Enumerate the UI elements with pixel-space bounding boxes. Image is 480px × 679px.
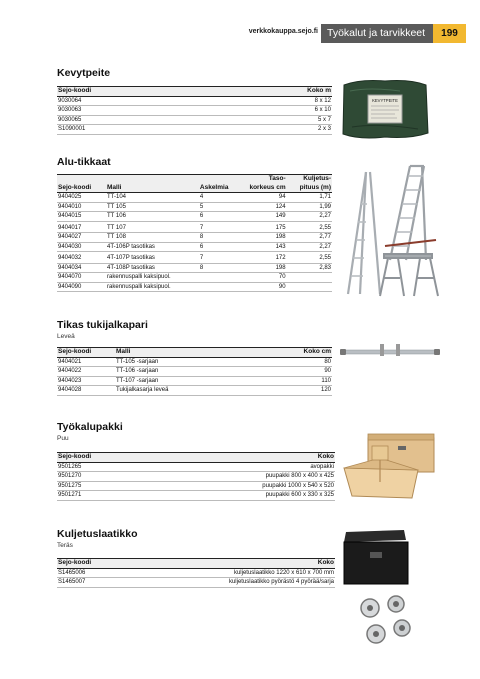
- table-row: [57, 568, 335, 578]
- table-row: [57, 376, 332, 386]
- cell: kuljetuslaatikko pyörästö 4 pyörää/sarja: [126, 578, 335, 588]
- cell: 9404034: [57, 263, 106, 273]
- cell: 2,83: [287, 263, 332, 273]
- cell: 9404017: [57, 221, 106, 233]
- cell: 9404070: [57, 273, 106, 283]
- kuljetus-table: [57, 558, 335, 588]
- cell: 9404032: [57, 252, 106, 264]
- cell: 7: [199, 221, 241, 233]
- cell: [199, 282, 241, 292]
- table-row: [57, 472, 335, 482]
- table-row: [57, 221, 332, 233]
- cell: puupakki 1000 x 540 x 520: [147, 481, 335, 491]
- cell: 8 x 12: [216, 96, 332, 106]
- cell: [199, 273, 241, 283]
- table-row: [57, 202, 332, 212]
- col-header: [287, 175, 332, 193]
- col-header: Sejo-koodi: [57, 348, 115, 358]
- cell: TT 108: [106, 233, 199, 243]
- cell: 7: [199, 252, 241, 264]
- col-header: Sejo-koodi: [57, 559, 126, 569]
- table-row: [57, 367, 332, 377]
- table-row: [57, 96, 332, 106]
- table-row: [57, 115, 332, 125]
- table-row: [57, 125, 332, 135]
- cell: 2,55: [287, 252, 332, 264]
- cell: 4: [199, 193, 241, 203]
- cell: 4T-106P tasotikas: [106, 242, 199, 252]
- cell: S1465007: [57, 578, 126, 588]
- cell: 8: [199, 233, 241, 243]
- tikkaat-table: [57, 174, 332, 292]
- cell: 9501271: [57, 491, 147, 501]
- table-row: [57, 106, 332, 116]
- cell: TT-107 -sarjaan: [115, 376, 256, 386]
- table-row: [57, 491, 335, 501]
- header-line: Taso-: [268, 175, 286, 182]
- cell: 149: [240, 212, 286, 222]
- cell: 4T-107P tasotikas: [106, 252, 199, 264]
- cell: 9404023: [57, 376, 115, 386]
- cell: 172: [240, 252, 286, 264]
- table-row: [57, 282, 332, 292]
- tukijalka-title: Tikas tukijalkapari: [57, 319, 148, 331]
- cell: 143: [240, 242, 286, 252]
- cell: puupakki 600 x 330 x 325: [147, 491, 335, 501]
- cell: TT-104: [106, 193, 199, 203]
- cell: S1465006: [57, 568, 126, 578]
- col-header: Askelmia: [199, 175, 241, 193]
- table-row: [57, 242, 332, 252]
- cell: 9404021: [57, 357, 115, 367]
- col-header: Sejo-koodi: [57, 453, 147, 463]
- col-header: Malli: [106, 175, 199, 193]
- cell: 124: [240, 202, 286, 212]
- cell: 2,55: [287, 221, 332, 233]
- cell: 9404090: [57, 282, 106, 292]
- cell: TT 107: [106, 221, 199, 233]
- cell: [287, 273, 332, 283]
- cell: TT-106 -sarjaan: [115, 367, 256, 377]
- trestle-icon: [380, 254, 438, 296]
- cell: kuljetuslaatikko 1220 x 610 x 700 mm: [126, 568, 335, 578]
- cell: 9030065: [57, 115, 216, 125]
- col-header: Sejo-koodi: [57, 175, 106, 193]
- cell: 80: [256, 357, 332, 367]
- ladder-image: [340, 162, 445, 302]
- col-header: [240, 175, 286, 193]
- cell: TT 106: [106, 212, 199, 222]
- table-row: [57, 357, 332, 367]
- cell: 9404025: [57, 193, 106, 203]
- col-header: Koko: [147, 453, 335, 463]
- section-band: Työkalut ja tarvikkeet: [321, 24, 433, 43]
- cell: 198: [240, 263, 286, 273]
- cell: 4T-108P tasotikas: [106, 263, 199, 273]
- tarp-label-text: KEVYTPEITE: [372, 98, 398, 103]
- steel-box-icon: [344, 530, 408, 584]
- cell: TT 105: [106, 202, 199, 212]
- table-row: [57, 386, 332, 396]
- tukijalka-table: [57, 347, 332, 396]
- cell: 2 x 3: [216, 125, 332, 135]
- cell: 2,27: [287, 242, 332, 252]
- stabilizer-bar-image: [340, 340, 440, 362]
- cell: 9501265: [57, 462, 147, 472]
- cell: avopakki: [147, 462, 335, 472]
- cell: 9501275: [57, 481, 147, 491]
- kuljetus-title: Kuljetuslaatikko: [57, 528, 138, 540]
- tyokalupakki-title: Työkalupakki: [57, 421, 123, 433]
- tyokalupakki-subtitle: Puu: [57, 435, 69, 442]
- cell: 70: [240, 273, 286, 283]
- kevytpeite-title: Kevytpeite: [57, 67, 111, 79]
- cell: 9501270: [57, 472, 147, 482]
- caster-wheels-icon: [361, 596, 410, 643]
- cell: 1,71: [287, 193, 332, 203]
- cell: 5: [199, 202, 241, 212]
- table-row: [57, 462, 335, 472]
- cell: 198: [240, 233, 286, 243]
- table-row: [57, 193, 332, 203]
- table-row: [57, 273, 332, 283]
- cell: S1090001: [57, 125, 216, 135]
- cell: 6: [199, 242, 241, 252]
- cell: TT-105 -sarjaan: [115, 357, 256, 367]
- cell: 2,27: [287, 212, 332, 222]
- cell: 9404022: [57, 367, 115, 377]
- cell: 90: [240, 282, 286, 292]
- cell: 175: [240, 221, 286, 233]
- cell: 8: [199, 263, 241, 273]
- col-header: Koko cm: [256, 348, 332, 358]
- table-row: [57, 263, 332, 273]
- table-row: [57, 578, 335, 588]
- page-number: 199: [433, 24, 466, 43]
- header-line: pituus (m): [299, 183, 331, 191]
- cell: 2,77: [287, 233, 332, 243]
- cell: 9404015: [57, 212, 106, 222]
- cell: rakennuspalli kaksipuol.: [106, 273, 199, 283]
- toolbox-image: [340, 432, 440, 507]
- kuljetus-subtitle: Teräs: [57, 542, 73, 549]
- col-header: Malli: [115, 348, 256, 358]
- cell: 94: [240, 193, 286, 203]
- tukijalka-subtitle: Leveä: [57, 333, 75, 340]
- cell: 6 x 10: [216, 106, 332, 116]
- table-row: [57, 233, 332, 243]
- cell: 9404027: [57, 233, 106, 243]
- tarp-image: [340, 77, 430, 142]
- cell: 9404030: [57, 242, 106, 252]
- cell: 1,99: [287, 202, 332, 212]
- cell: 9404028: [57, 386, 115, 396]
- table-row: [57, 481, 335, 491]
- cell: 90: [256, 367, 332, 377]
- cell: 5 x 7: [216, 115, 332, 125]
- cell: 110: [256, 376, 332, 386]
- col-header: Koko: [126, 559, 335, 569]
- table-row: [57, 252, 332, 264]
- transport-box-image: [340, 526, 440, 650]
- col-header: Koko m: [216, 87, 332, 97]
- tyokalupakki-table: [57, 452, 335, 501]
- cell: 6: [199, 212, 241, 222]
- site-url[interactable]: verkkokauppa.sejo.fi: [248, 28, 318, 35]
- platform-steps: [393, 176, 423, 246]
- cell: 9030063: [57, 106, 216, 116]
- table-row: [57, 212, 332, 222]
- cell: 9030064: [57, 96, 216, 106]
- header-line: Kuljetus-: [303, 175, 331, 182]
- cell: 120: [256, 386, 332, 396]
- cell: [287, 282, 332, 292]
- col-header: Sejo-koodi: [57, 87, 216, 97]
- header-line: korkeus cm: [249, 183, 286, 191]
- cell: puupakki 800 x 400 x 425: [147, 472, 335, 482]
- cell: Tukijalkasarja leveä: [115, 386, 256, 396]
- cell: 9404010: [57, 202, 106, 212]
- cell: rakennuspalli kaksipuol.: [106, 282, 199, 292]
- kevytpeite-table: [57, 86, 332, 135]
- tikkaat-title: Alu-tikkaat: [57, 156, 111, 168]
